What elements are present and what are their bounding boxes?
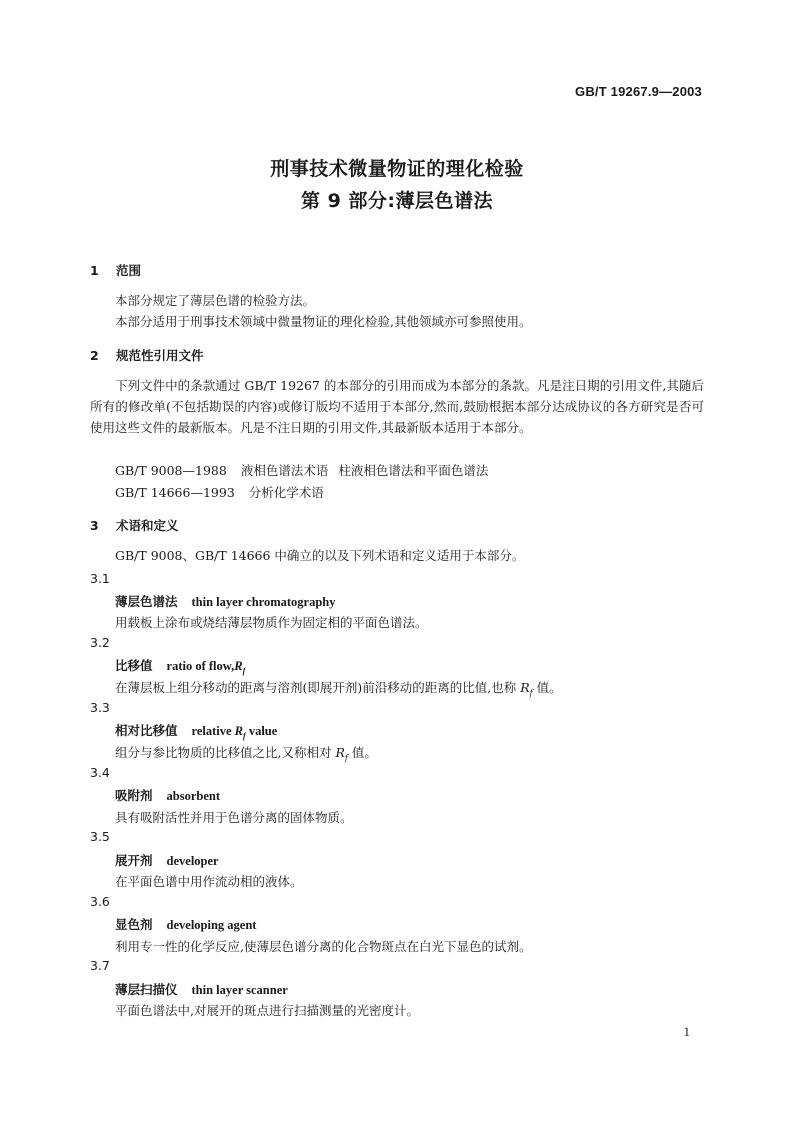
term-zh: 显色剂 bbox=[115, 917, 153, 932]
term-en: developing agent bbox=[166, 918, 257, 932]
term-heading bbox=[115, 851, 219, 869]
section-heading-normative-references bbox=[90, 346, 204, 364]
paragraph: 本部分适用于刑事技术领域中微量物证的理化检验,其他领域亦可参照使用。 bbox=[115, 314, 532, 329]
reference-title: 柱液相色谱法和平面色谱法 bbox=[338, 463, 489, 478]
term-zh: 展开剂 bbox=[115, 853, 153, 868]
page-number: 1 bbox=[683, 1024, 690, 1039]
document-title: 刑事技术微量物证的理化检验 bbox=[270, 158, 524, 180]
section-title: 术语和定义 bbox=[116, 518, 179, 533]
term-definition: 在平面色谱中用作流动相的液体。 bbox=[115, 874, 303, 889]
term-definition: 具有吸附活性并用于色谱分离的固体物质。 bbox=[115, 810, 353, 825]
clause-number: 3.1 bbox=[90, 571, 110, 586]
term-zh: 比移值 bbox=[115, 658, 153, 673]
term-heading bbox=[115, 915, 256, 933]
standard-code: GB/T 19267.9—2003 bbox=[575, 84, 702, 99]
clause-number: 3.3 bbox=[90, 700, 110, 715]
paragraph: 下列文件中的条款通过 GB/T 19267 的本部分的引用而成为本部分的条款。凡是注日期的引用文件,其随后所有的修改单(不包括勘误的内容)或修订版均不适用于本部分,然而,鼓励根据本部分达成协议的各方研究是否可使用这些文件的最新版本。凡是不注日期的引用文件,其最新版本适用于本部分。 bbox=[90, 378, 704, 435]
clause-number: 3.5 bbox=[90, 829, 110, 844]
term-definition: 利用专一性的化学反应,使薄层色谱分离的化合物斑点在白光下显色的试剂。 bbox=[115, 939, 532, 954]
symbol: R bbox=[520, 680, 530, 695]
reference-code: GB/T 9008—1988 bbox=[115, 463, 227, 478]
clause-number: 3.6 bbox=[90, 894, 110, 909]
section-number: 2 bbox=[90, 348, 99, 363]
term-heading bbox=[115, 721, 277, 741]
section-title: 范围 bbox=[116, 263, 142, 278]
term-symbol: R bbox=[234, 724, 244, 738]
term-definition: 在薄层板上组分移动的距离与溶剂(即展开剂)前沿移动的距离的比值,也称 $R_f$ 值。 bbox=[115, 680, 562, 698]
term-symbol-subscript: f bbox=[242, 666, 246, 676]
term-zh: 吸附剂 bbox=[115, 788, 153, 803]
section-number: 3 bbox=[90, 518, 99, 533]
reference-title: 液相色谱法术语 bbox=[240, 463, 329, 478]
clause-number: 3.4 bbox=[90, 765, 110, 780]
term-en: developer bbox=[166, 854, 219, 868]
term-heading bbox=[115, 980, 288, 998]
term-zh: 薄层扫描仪 bbox=[115, 982, 178, 997]
term-en: ratio of $flow,R_f$ bbox=[166, 659, 246, 676]
term-zh: 相对比移值 bbox=[115, 723, 178, 738]
term-en: thin layer scanner bbox=[191, 983, 288, 997]
section-title: 规范性引用文件 bbox=[116, 348, 204, 363]
clause-number: 3.7 bbox=[90, 958, 110, 973]
term-symbol-subscript: f bbox=[243, 731, 246, 741]
section-number: 1 bbox=[90, 263, 99, 278]
reference-entry bbox=[115, 461, 488, 479]
symbol-subscript: f bbox=[529, 688, 533, 698]
term-definition: 组分与参比物质的比移值之比,又称相对 $R_f$ 值。 bbox=[115, 745, 377, 763]
term-en: relative $R_f$ value bbox=[191, 724, 278, 741]
symbol: R bbox=[335, 745, 345, 760]
section-heading-scope bbox=[90, 261, 141, 279]
paragraph: 本部分规定了薄层色谱的检验方法。 bbox=[115, 293, 316, 308]
clause-number: 3.2 bbox=[90, 635, 110, 650]
reference-title: 分析化学术语 bbox=[248, 485, 324, 500]
term-en: absorbent bbox=[166, 789, 220, 803]
term-symbol: R bbox=[234, 659, 243, 673]
term-definition: 平面色谱法中,对展开的斑点进行扫描测量的光密度计。 bbox=[115, 1003, 419, 1018]
term-en: thin layer chromatography bbox=[191, 595, 336, 609]
paragraph: GB/T 9008、GB/T 14666 中确立的以及下列术语和定义适用于本部分。 bbox=[115, 548, 525, 563]
document-subtitle: 第 9 部分:薄层色谱法 bbox=[300, 190, 494, 212]
term-heading bbox=[115, 656, 245, 676]
term-zh: 薄层色谱法 bbox=[115, 594, 178, 609]
reference-entry bbox=[115, 483, 324, 501]
symbol-subscript: f bbox=[344, 753, 348, 763]
term-definition: 用载板上涂布或烧结薄层物质作为固定相的平面色谱法。 bbox=[115, 615, 428, 630]
term-heading bbox=[115, 786, 220, 804]
reference-code: GB/T 14666—1993 bbox=[115, 485, 235, 500]
section-heading-terms-definitions bbox=[90, 516, 179, 534]
term-heading bbox=[115, 592, 336, 610]
